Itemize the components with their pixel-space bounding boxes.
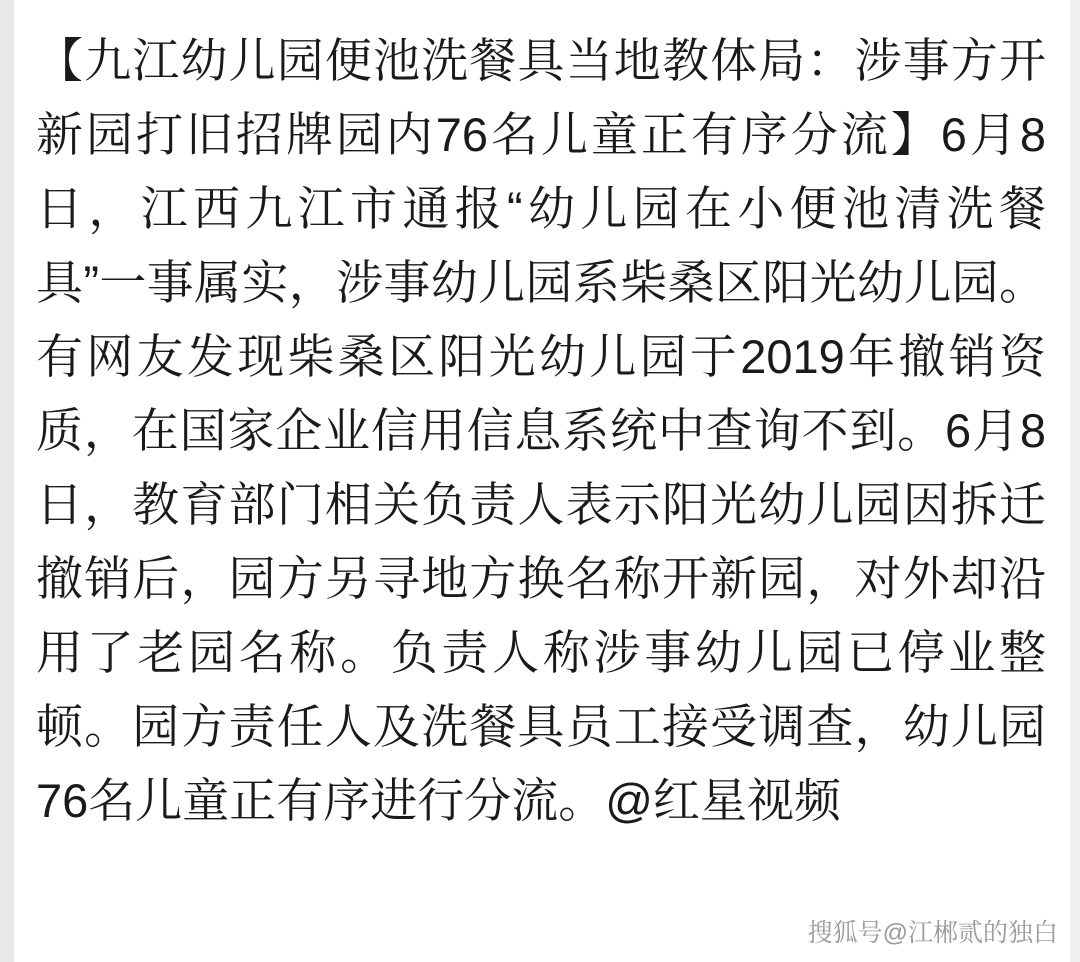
page-right-edge xyxy=(1070,0,1080,962)
page-left-edge xyxy=(0,0,14,962)
article-body-text: 【九江幼儿园便池洗餐具当地教体局：涉事方开新园打旧招牌园内76名儿童正有序分流】6月8日，江西九江市通报“幼儿园在小便池清洗餐具”一事属实，涉事幼儿园系柴桑区阳光幼儿园。有网友发现柴桑区阳光幼儿园于2019年撤销资质，在国家企业信用信息系统中查询不到。6月8日，教育部门相关负责人表示阳光幼儿园因拆迁撤销后，园方另寻地方换名称开新园，对外却沿用了老园名称。负责人称涉事幼儿园已停业整顿。园方责任人及洗餐具员工接受调查，幼儿园76名儿童正有序进行分流。@红星视频 xyxy=(36,34,1046,827)
source-attribution: 搜狐号@江郴贰的独白 xyxy=(807,919,1058,947)
